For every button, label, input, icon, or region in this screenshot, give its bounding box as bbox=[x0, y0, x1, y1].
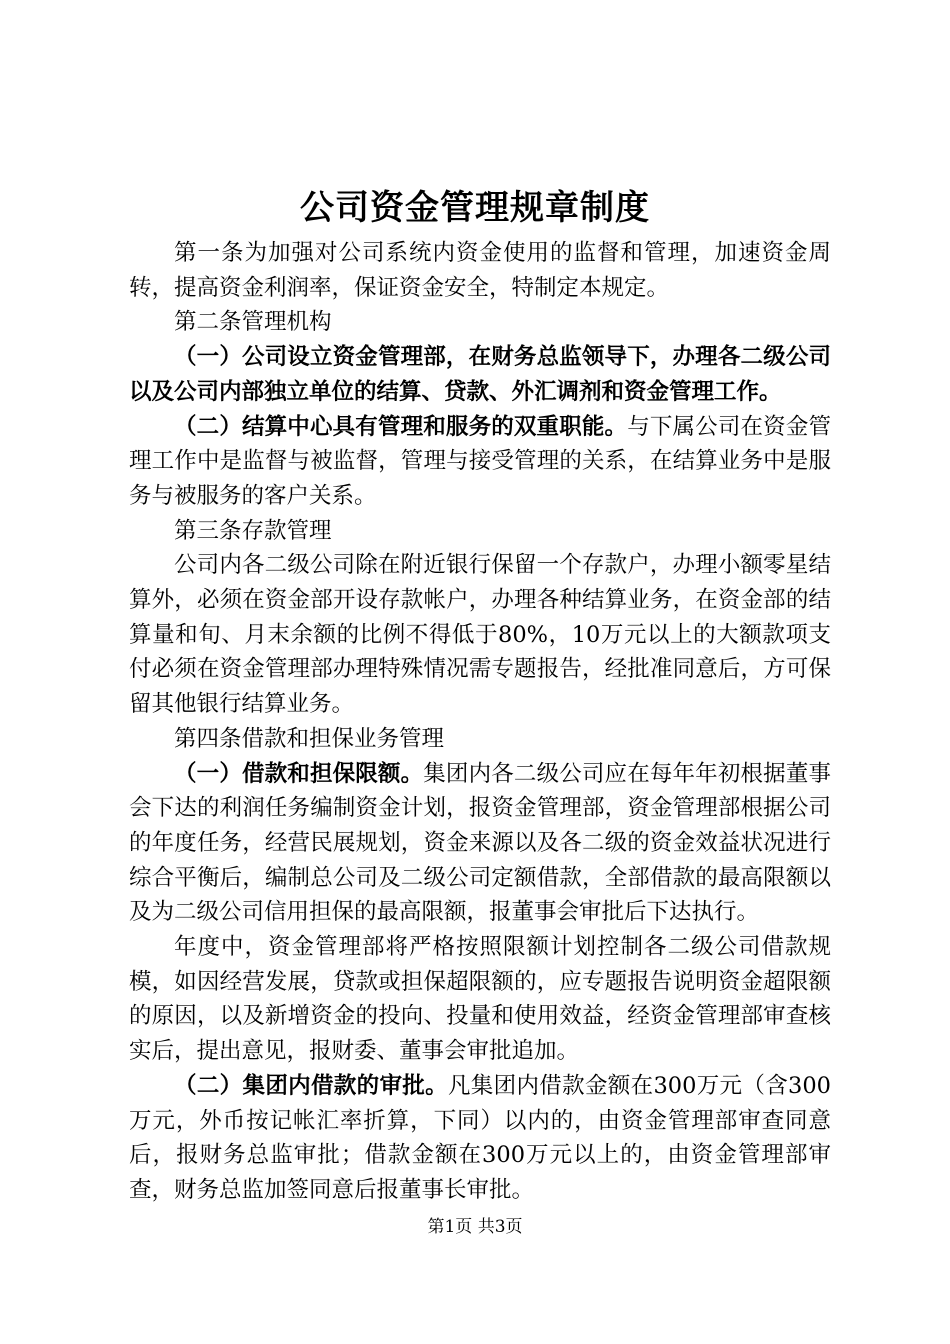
page-number-footer: 第1页 共3页 bbox=[427, 1217, 523, 1237]
settlement-center-text: 与下属公司在资金管理工作中是监督与被监督，管理与接受管理的关系，在结算业务中是服务与被服务的客户关系。 bbox=[129, 413, 831, 509]
paragraph-settlement-center bbox=[129, 410, 831, 514]
settlement-center-heading: （二）结算中心具有管理和服务的双重职能。 bbox=[174, 413, 628, 440]
paragraph-annual-control: 年度中，资金管理部将严格按照限额计划控制各二级公司借款规模，如因经营发展，贷款或担保超限额的，应专题报告说明资金超限额的原因，以及新增资金的投向、投量和使用效益，经资金管理部审查核实后，提出意见，报财委、董事会审批追加。 bbox=[129, 934, 831, 1065]
loan-limit-text: 集团内各二级公司应在每年年初根据董事会下达的利润任务编制资金计划，报资金管理部，资金管理部根据公司的年度任务，经营民展规划，资金来源以及各二级的资金效益状况进行综合平衡后，编制总公司及二级公司定额借款，全部借款的最高限额以及为二级公司信用担保的最高限额，报董事会审批后下达执行。 bbox=[129, 760, 831, 926]
loan-limit-heading: （一）借款和担保限额。 bbox=[174, 760, 424, 787]
paragraph-loan-limit bbox=[129, 757, 831, 931]
paragraph-article-2-heading: 第二条管理机构 bbox=[174, 309, 332, 336]
paragraph-deposit-management: 公司内各二级公司除在附近银行保留一个存款户，办理小额零星结算外，必须在资金部开设存款帐户，办理各种结算业务，在资金部的结算量和旬、月末余额的比例不得低于80%，10万元以上的大额款项支付必须在资金管理部办理特殊情况需专题报告，经批准同意后，方可保留其他银行结算业务。 bbox=[129, 552, 831, 718]
paragraph-loan-approval bbox=[129, 1069, 831, 1208]
document-body bbox=[129, 236, 831, 1208]
loan-approval-text: 凡集团内借款金额在300万元（含300万元，外币按记帐汇率折算，下同）以内的，由资金管理部审查同意后，报财务总监审批；借款金额在300万元以上的，由资金管理部审查，财务总监加签同意后报董事长审批。 bbox=[129, 1072, 831, 1203]
document-title: 公司资金管理规章制度 bbox=[300, 188, 650, 228]
loan-approval-heading: （二）集团内借款的审批。 bbox=[174, 1072, 448, 1099]
paragraph-article-4-heading: 第四条借款和担保业务管理 bbox=[174, 725, 445, 752]
paragraph-article-1: 第一条为加强对公司系统内资金使用的监督和管理，加速资金周转，提高资金利润率，保证资金安全，特制定本规定。 bbox=[129, 240, 831, 301]
paragraph-fund-department: （一）公司设立资金管理部，在财务总监领导下，办理各二级公司以及公司内部独立单位的结算、贷款、外汇调剂和资金管理工作。 bbox=[129, 344, 831, 405]
paragraph-article-3-heading: 第三条存款管理 bbox=[174, 517, 332, 544]
